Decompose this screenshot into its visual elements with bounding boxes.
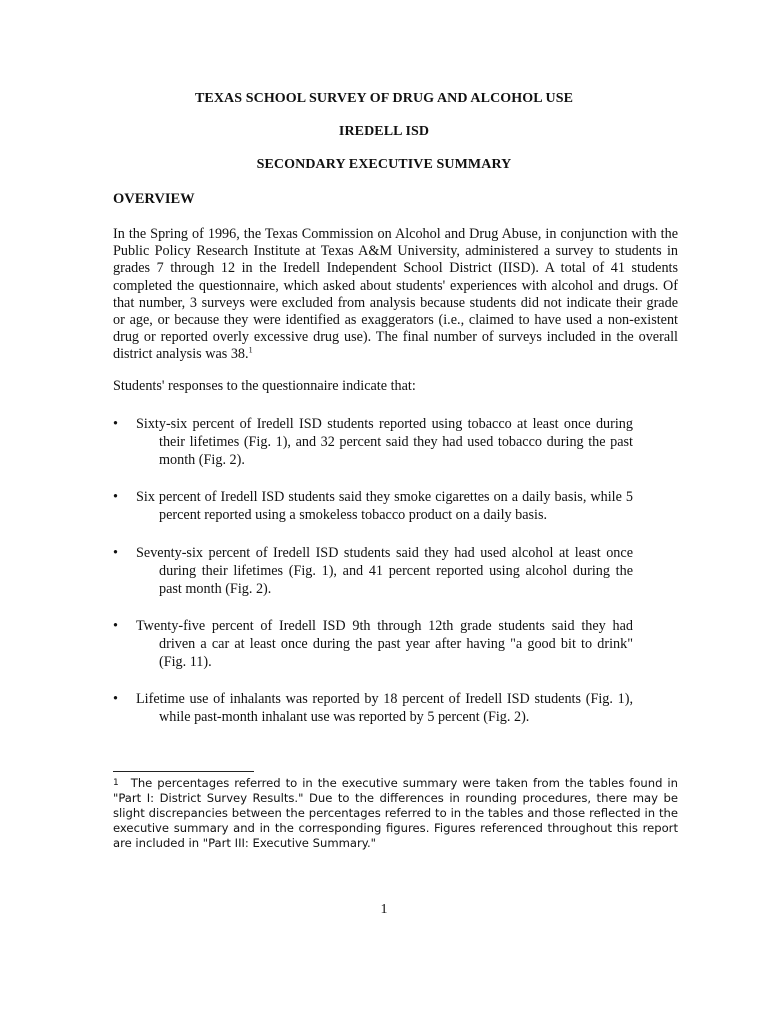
- footnote: [113, 776, 678, 851]
- list-item: [113, 690, 633, 726]
- document-subtitle: SECONDARY EXECUTIVE SUMMARY: [256, 157, 512, 172]
- footnote-reference: 1: [248, 345, 253, 355]
- bullet-icon: •: [113, 691, 118, 707]
- page-number: 1: [380, 902, 388, 917]
- bullet-icon: •: [113, 545, 118, 561]
- list-item: [113, 488, 633, 524]
- bullet-icon: •: [113, 489, 118, 505]
- list-item: [113, 415, 633, 469]
- overview-heading: OVERVIEW: [113, 191, 195, 207]
- footnote-text: The percentages referred to in the executive summary were taken from the tables found in "Part I: District Survey Results." Due to the differences in rounding procedures, there may be slight discrepancies between the percentages referred to in the tables and those reflected in the executive summary and in the corresponding figures. Figures referenced throughout this report are included in "Part III: Executive Summary.": [113, 776, 678, 850]
- bullet-text: Lifetime use of inhalants was reported by 18 percent of Iredell ISD students (Fig. 1), while past-month inhalant use was reported by 5 percent (Fig. 2).: [136, 691, 633, 725]
- district-name: IREDELL ISD: [338, 124, 430, 139]
- bullet-text: Twenty-five percent of Iredell ISD 9th through 12th grade students said they had driven a car at least once during the past year after having "a good bit to drink" (Fig. 11).: [136, 618, 633, 670]
- bullet-icon: •: [113, 416, 118, 432]
- bullet-icon: •: [113, 618, 118, 634]
- bullet-text: Six percent of Iredell ISD students said they smoke cigarettes on a daily basis, while 5 percent reported using a smokeless tobacco product on a daily basis.: [136, 489, 633, 523]
- overview-paragraph: [113, 226, 678, 364]
- list-item: [113, 544, 633, 598]
- responses-intro: Students' responses to the questionnaire indicate that:: [113, 378, 416, 394]
- bullet-text: Sixty-six percent of Iredell ISD students reported using tobacco at least once during their lifetimes (Fig. 1), and 32 percent said they had used tobacco during the past month (Fig. 2).: [136, 416, 633, 468]
- list-item: [113, 617, 633, 671]
- footnote-mark: 1: [113, 778, 119, 788]
- footnote-divider: [113, 771, 254, 772]
- document-title: TEXAS SCHOOL SURVEY OF DRUG AND ALCOHOL USE: [194, 91, 574, 106]
- overview-text: In the Spring of 1996, the Texas Commission on Alcohol and Drug Abuse, in conjunction with the Public Policy Research Institute at Texas A&M University, administered a survey to students in grades 7 through 12 in the Iredell Independent School District (IISD). A total of 41 students completed the questionnaire, which asked about students' experiences with alcohol and drugs. Of that number, 3 surveys were excluded from analysis because students did not indicate their grade or age, or because they were identified as exaggerators (i.e., claimed to have used a non-existent drug or reported overly excessive drug use). The final number of surveys included in the overall district analysis was 38.: [113, 226, 678, 363]
- bullet-text: Seventy-six percent of Iredell ISD students said they had used alcohol at least once during their lifetimes (Fig. 1), and 41 percent reported using alcohol during the past month (Fig. 2).: [136, 545, 633, 597]
